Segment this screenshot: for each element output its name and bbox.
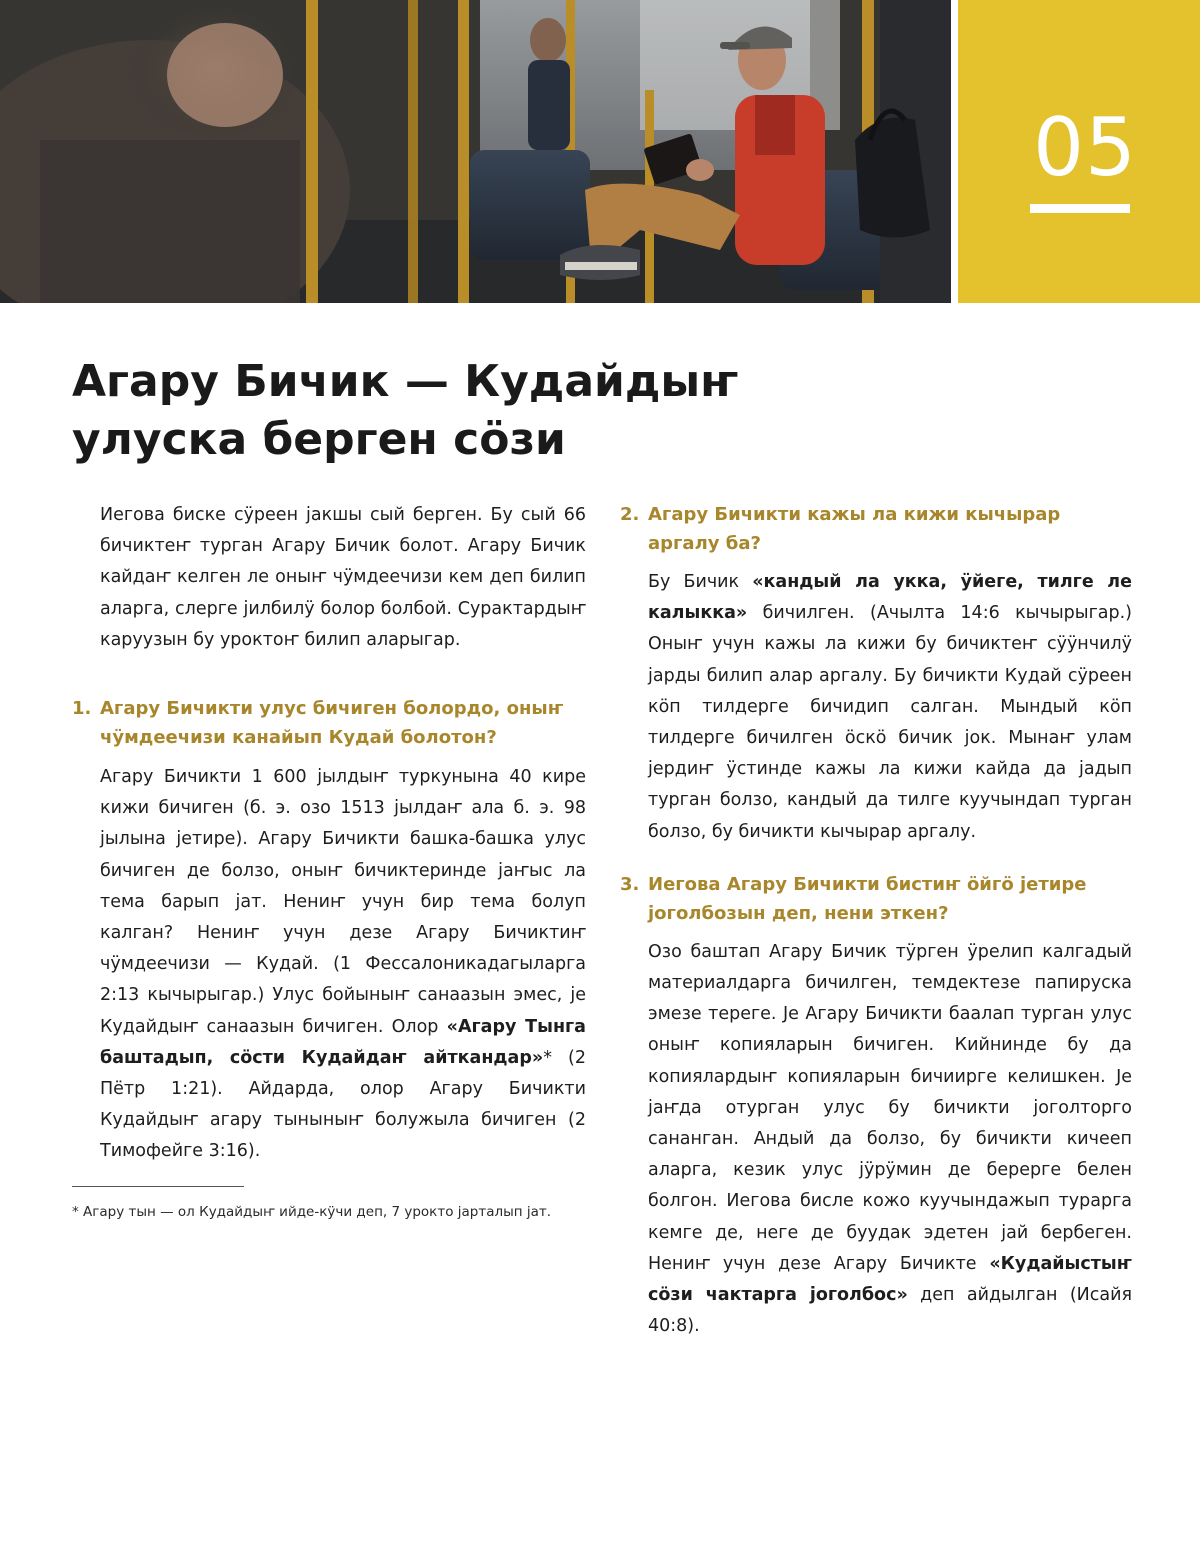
left-column xyxy=(72,500,586,1223)
question-2-answer xyxy=(648,567,1132,848)
answer-text: * (2 Пётр 1:21). Айдарда, олор Агару Бичикти Кудайдыҥ агару тыныныҥ болужыла бичиген (2 Тимофейге 3:16). xyxy=(100,1047,586,1162)
answer-text: Бу Бичик xyxy=(648,572,753,592)
badge-underline xyxy=(1030,204,1130,213)
lesson-badge xyxy=(958,0,1200,303)
question-number: 2. xyxy=(620,504,640,525)
answer-quote: «кандый ла укка, ӱйеге, тилге ле калыкка» xyxy=(648,572,1132,624)
answer-quote: «Кудайыстыҥ сӧзи чактарга јоголбос» xyxy=(648,1253,1132,1306)
question-1-heading xyxy=(72,694,586,752)
question-number: 3. xyxy=(620,873,640,895)
question-3-heading xyxy=(620,870,1132,928)
answer-text: деп айдылган (Исайя 40:8). xyxy=(648,1285,1132,1337)
answer-text: Озо баштап Агару Бичик тӱрген ӱрелип калгадый материалдарга бичилген, темдектезе папируска эмезе тереге. Је Агару Бичикти баалап турган улус оныҥ копияларын бичиген. Кийнинде бу да копиялардыҥ копияларын бичиирге келишкен. Је јаҥда отурган улус бу бичикти јоголторго сананган. Андый да болзо, бу бичикти кичееп аларга, кезик улус јӱрӱмин де берерге белен болгон. Иегова бисле кожо куучындажып турарга кемге де, неге де буудак эдетен јай бербеген. Нениҥ учун дезе Агару Бичикте xyxy=(648,941,1132,1274)
question-text: Иегова Агару Бичикти бистиҥ ӧйгӧ јетире јоголбозын деп, нени эткен? xyxy=(648,873,1087,924)
header-photo xyxy=(0,0,951,303)
footnote: * Агару тын — ол Кудайдыҥ ийде-кӱчи деп, 7 урокто јарталып јат. xyxy=(72,1203,552,1220)
page-title-line1: Агару Бичик — Кудайдыҥ xyxy=(72,356,739,407)
intro-paragraph: Иегова биске сӱреен јакшы сый берген. Бу сый 66 бичиктеҥ турган Агару Бичик болот. Агару Бичик кайдаҥ келген ле оныҥ чӱмдеечизи кем деп билип аларга, слерге јилбилӱ болор болбой. Сурактардыҥ каруузын бу уроктоҥ билип аларыгар. xyxy=(100,505,586,650)
answer-text: бичилген. (Ачылта 14:6 кычырыгар.) Оныҥ учун кажы ла кижи бу бичиктеҥ сӱӱнчилӱ јарды билип алар аргалу. Бу бичикти Кудай сӱреен кӧп тилдерге бичидип салган. Мындый кӧп тилдерге бичилген ӧскӧ бичик јок. Мынаҥ улам јердиҥ ӱстинде кажы ла кижи кайда да јадып турган болзо, кандый да тилге куучындап турган болзо, бу бичикти кычырар аргалу. xyxy=(648,603,1132,842)
question-1-answer xyxy=(100,762,586,1168)
answer-text: Агару Бичикти 1 600 јылдыҥ туркунына 40 кире кижи бичиген (б. э. озо 1513 јылдаҥ ала б. э. 98 јылына јетире). Агару Бичикти башка-башка улус бичиген де болзо, оныҥ бичиктеринде јаҥыс ла тема барып јат. Нениҥ учун бир тема болуп калган? Нениҥ учун дезе Агару Бичиктиҥ чӱмдеечизи — Кудай. (1 Фессалоникадагыларга 2:13 кычырыгар.) Улус бойыныҥ санаазын эмес, је Кудайдыҥ санаазын бичиген. Олор xyxy=(100,767,586,1037)
question-2-heading xyxy=(620,500,1132,558)
page-title xyxy=(72,353,972,469)
lesson-number: 05 xyxy=(1033,101,1137,194)
right-column xyxy=(620,500,1132,1342)
footnote-divider xyxy=(72,1186,244,1187)
question-text: Агару Бичикти улус бичиген болордо, оныҥ чӱмдеечизи канайып Кудай болотон? xyxy=(100,698,564,749)
question-3-answer xyxy=(648,937,1132,1343)
answer-quote: «Агару Тынга баштадып, сӧсти Кудайдаҥ айткандар» xyxy=(100,1016,586,1068)
question-number: 1. xyxy=(72,698,92,720)
question-text: Агару Бичикти кажы ла кижи кычырар аргалу ба? xyxy=(648,504,1061,554)
page-title-line2: улуска берген сӧзи xyxy=(72,414,566,465)
